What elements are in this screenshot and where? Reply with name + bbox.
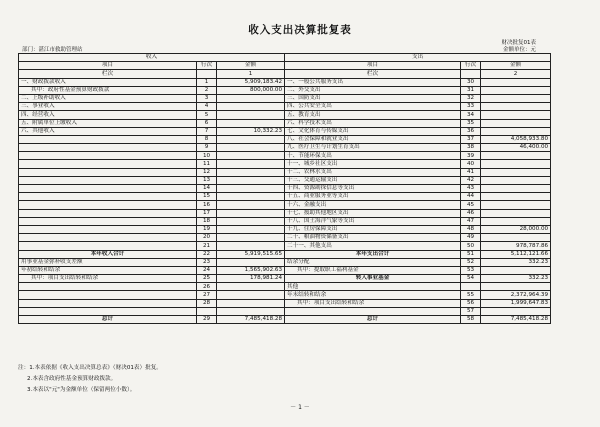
expense-amount: 46,400.00	[481, 144, 551, 152]
income-amount	[217, 94, 285, 102]
income-amount	[217, 234, 285, 242]
income-row-number: 11	[197, 160, 217, 168]
income-item	[19, 176, 197, 184]
expense-row-number: 57	[461, 307, 481, 315]
income-row-number: 8	[197, 135, 217, 143]
income-amount	[217, 242, 285, 250]
income-amount	[217, 258, 285, 266]
income-row-number: 5	[197, 111, 217, 119]
amount-unit: 金额单位：元	[502, 47, 536, 53]
footnotes	[18, 363, 162, 396]
table-row	[19, 160, 551, 168]
income-row-number: 12	[197, 168, 217, 176]
table-row	[19, 94, 551, 102]
income-amount	[217, 185, 285, 193]
income-amount: 800,000.00	[217, 86, 285, 94]
expense-row-number: 45	[461, 201, 481, 209]
expense-item: 总计	[285, 316, 461, 324]
expense-item: 七、文化体育与传媒支出	[285, 127, 461, 135]
table-row	[19, 266, 551, 274]
income-row-number: 6	[197, 119, 217, 127]
income-row-header: 行次	[197, 62, 217, 70]
expense-amount	[481, 78, 551, 86]
expense-row-number: 58	[461, 316, 481, 324]
income-amount-header: 金额	[217, 62, 285, 70]
expense-item-header: 项目	[285, 62, 461, 70]
income-item: 其中：政府性基金预算财政拨款	[19, 86, 197, 94]
income-amount	[217, 168, 285, 176]
expense-item: 十四、资源勘探信息等支出	[285, 185, 461, 193]
income-amount	[217, 291, 285, 299]
income-item	[19, 209, 197, 217]
expense-item: 三、国防支出	[285, 94, 461, 102]
expense-row-number: 47	[461, 217, 481, 225]
income-item	[19, 299, 197, 307]
income-item: 年初结转和结余	[19, 266, 197, 274]
budget-table	[18, 53, 551, 324]
expense-row-number: 54	[461, 275, 481, 283]
expense-row-number: 37	[461, 135, 481, 143]
income-item-header: 项目	[19, 62, 197, 70]
income-item	[19, 234, 197, 242]
income-item	[19, 168, 197, 176]
expense-item: 其中：提取职工福利基金	[285, 266, 461, 274]
income-item: 本年收入合计	[19, 250, 197, 258]
income-row-number: 19	[197, 225, 217, 233]
income-row-number: 24	[197, 266, 217, 274]
expense-amount	[481, 234, 551, 242]
expense-row-header: 行次	[461, 62, 481, 70]
expense-amount	[481, 94, 551, 102]
income-amount: 7,485,418.28	[217, 316, 285, 324]
table-row	[19, 78, 551, 86]
income-item	[19, 201, 197, 209]
table-row	[19, 307, 551, 315]
income-amount	[217, 103, 285, 111]
income-item	[19, 135, 197, 143]
income-amount	[217, 307, 285, 315]
table-row	[19, 111, 551, 119]
expense-amount	[481, 201, 551, 209]
income-item	[19, 144, 197, 152]
expense-item: 二十一、其他支出	[285, 242, 461, 250]
table-row	[19, 193, 551, 201]
expense-item: 十六、金融支出	[285, 201, 461, 209]
expense-item: 年末结转和结余	[285, 291, 461, 299]
expense-amount: 4,058,933.80	[481, 135, 551, 143]
income-row-number: 23	[197, 258, 217, 266]
expense-col-index: 2	[481, 70, 551, 78]
expense-amount	[481, 86, 551, 94]
expense-row-number: 51	[461, 250, 481, 258]
table-row	[19, 86, 551, 94]
empty-cell	[197, 70, 217, 78]
income-amount	[217, 111, 285, 119]
income-amount	[217, 299, 285, 307]
table-row	[19, 144, 551, 152]
expense-row-number	[461, 283, 481, 291]
table-row	[19, 258, 551, 266]
expense-amount	[481, 111, 551, 119]
expense-amount: 332.23	[481, 275, 551, 283]
income-row-number: 9	[197, 144, 217, 152]
income-row-number: 28	[197, 299, 217, 307]
section-header-row	[19, 54, 551, 62]
income-item: 用事业基金弥补收支差额	[19, 258, 197, 266]
income-amount	[217, 209, 285, 217]
table-row	[19, 234, 551, 242]
income-row-number: 29	[197, 316, 217, 324]
income-item: 三、事业收入	[19, 103, 197, 111]
expense-amount: 978,787.86	[481, 242, 551, 250]
expense-amount	[481, 168, 551, 176]
income-amount: 10,332.23	[217, 127, 285, 135]
income-item	[19, 160, 197, 168]
table-row	[19, 217, 551, 225]
income-row-number: 16	[197, 201, 217, 209]
expense-item: 十七、援助其他地区支出	[285, 209, 461, 217]
expense-item: 其他	[285, 283, 461, 291]
expense-item: 十二、农林水支出	[285, 168, 461, 176]
income-item: 总计	[19, 316, 197, 324]
form-code: 财决批复01表	[501, 40, 536, 46]
expense-header: 支出	[285, 54, 551, 62]
expense-amount	[481, 193, 551, 201]
page-number: － 1 －	[290, 404, 310, 411]
table-row	[19, 135, 551, 143]
income-amount	[217, 201, 285, 209]
expense-item: 二、外交支出	[285, 86, 461, 94]
income-row-number: 17	[197, 209, 217, 217]
footnote: 注：1.本表依据《收入支出决算总表》（财决01表）批复。	[18, 365, 162, 371]
expense-row-number: 31	[461, 86, 481, 94]
expense-row-number: 34	[461, 111, 481, 119]
expense-col-index-label: 栏次	[285, 70, 461, 78]
expense-row-number: 52	[461, 258, 481, 266]
expense-row-number: 32	[461, 94, 481, 102]
table-row	[19, 119, 551, 127]
expense-item: 十八、国土海洋气象等支出	[285, 217, 461, 225]
income-item	[19, 217, 197, 225]
expense-row-number: 38	[461, 144, 481, 152]
expense-amount	[481, 103, 551, 111]
table-row	[19, 299, 551, 307]
income-col-index-label: 栏次	[19, 70, 197, 78]
income-amount	[217, 135, 285, 143]
expense-row-number: 41	[461, 168, 481, 176]
expense-item: 四、公共安全支出	[285, 103, 461, 111]
table-row	[19, 103, 551, 111]
income-amount	[217, 144, 285, 152]
table-row	[19, 283, 551, 291]
table-row	[19, 152, 551, 160]
page-title: 收入支出决算批复表	[248, 24, 352, 36]
income-item	[19, 152, 197, 160]
income-amount: 178,981.24	[217, 275, 285, 283]
income-col-index: 1	[217, 70, 285, 78]
income-amount: 5,919,515.65	[217, 250, 285, 258]
expense-amount-header: 金额	[481, 62, 551, 70]
expense-amount: 2,372,964.39	[481, 291, 551, 299]
income-row-number: 26	[197, 283, 217, 291]
expense-row-number: 56	[461, 299, 481, 307]
footnote: 3.本表以"元"为金额单位（保留两位小数）。	[27, 387, 136, 393]
expense-item: 九、医疗卫生与计划生育支出	[285, 144, 461, 152]
expense-amount	[481, 176, 551, 184]
empty-cell	[461, 70, 481, 78]
expense-amount: 332.23	[481, 258, 551, 266]
income-header: 收入	[19, 54, 285, 62]
expense-item: 转入事业基金	[285, 275, 461, 283]
expense-amount	[481, 160, 551, 168]
expense-item: 二十、粮油物资储备支出	[285, 234, 461, 242]
expense-amount	[481, 266, 551, 274]
income-amount	[217, 283, 285, 291]
expense-amount	[481, 283, 551, 291]
expense-amount	[481, 152, 551, 160]
expense-row-number: 40	[461, 160, 481, 168]
expense-amount	[481, 127, 551, 135]
expense-item: 八、社会保障和就业支出	[285, 135, 461, 143]
expense-row-number: 55	[461, 291, 481, 299]
column-header-row	[19, 62, 551, 70]
expense-item: 五、教育支出	[285, 111, 461, 119]
expense-item: 十九、住房保障支出	[285, 225, 461, 233]
income-amount: 1,565,902.63	[217, 266, 285, 274]
income-row-number: 18	[197, 217, 217, 225]
table-row	[19, 185, 551, 193]
expense-amount: 5,112,121.66	[481, 250, 551, 258]
income-row-number: 21	[197, 242, 217, 250]
expense-amount	[481, 217, 551, 225]
income-row-number: 1	[197, 78, 217, 86]
income-row-number: 7	[197, 127, 217, 135]
table-row	[19, 242, 551, 250]
expense-item: 十一、城乡社区支出	[285, 160, 461, 168]
income-item: 一、财政拨款收入	[19, 78, 197, 86]
income-item	[19, 193, 197, 201]
income-item	[19, 307, 197, 315]
expense-amount: 28,000.00	[481, 225, 551, 233]
income-amount	[217, 217, 285, 225]
expense-row-number: 30	[461, 78, 481, 86]
income-amount	[217, 160, 285, 168]
expense-item: 十五、商业服务业等支出	[285, 193, 461, 201]
table-row	[19, 291, 551, 299]
expense-item: 其中：项目支出结转和结余	[285, 299, 461, 307]
expense-row-number: 43	[461, 185, 481, 193]
expense-item: 本年支出合计	[285, 250, 461, 258]
expense-amount: 1,999,647.83	[481, 299, 551, 307]
income-row-number: 22	[197, 250, 217, 258]
expense-row-number: 53	[461, 266, 481, 274]
income-item: 二、上级补助收入	[19, 94, 197, 102]
income-item	[19, 225, 197, 233]
expense-amount: 7,485,418.28	[481, 316, 551, 324]
expense-amount	[481, 307, 551, 315]
expense-amount	[481, 209, 551, 217]
expense-item	[285, 307, 461, 315]
income-amount	[217, 225, 285, 233]
income-item: 六、其他收入	[19, 127, 197, 135]
expense-item: 十、节能环保支出	[285, 152, 461, 160]
table-row	[19, 201, 551, 209]
expense-row-number: 50	[461, 242, 481, 250]
expense-item: 一、一般公共服务支出	[285, 78, 461, 86]
expense-item: 十三、交通运输支出	[285, 176, 461, 184]
income-row-number: 27	[197, 291, 217, 299]
income-item	[19, 283, 197, 291]
income-row-number: 10	[197, 152, 217, 160]
income-row-number: 20	[197, 234, 217, 242]
footnote: 2.本表含政府性基金预算财政拨款。	[27, 376, 117, 382]
expense-row-number: 48	[461, 225, 481, 233]
column-index-row	[19, 70, 551, 78]
expense-amount	[481, 119, 551, 127]
income-row-number: 25	[197, 275, 217, 283]
expense-row-number: 35	[461, 119, 481, 127]
income-amount	[217, 119, 285, 127]
expense-item: 六、科学技术支出	[285, 119, 461, 127]
expense-row-number: 42	[461, 176, 481, 184]
income-amount	[217, 193, 285, 201]
expense-amount	[481, 185, 551, 193]
expense-row-number: 36	[461, 127, 481, 135]
income-row-number: 4	[197, 103, 217, 111]
income-amount: 5,909,183.42	[217, 78, 285, 86]
table-row	[19, 275, 551, 283]
table-row	[19, 209, 551, 217]
expense-item: 结余分配	[285, 258, 461, 266]
income-row-number: 15	[197, 193, 217, 201]
expense-row-number: 44	[461, 193, 481, 201]
department-label: 部门：湛江市救助管理站	[22, 47, 83, 53]
income-row-number: 14	[197, 185, 217, 193]
table-row	[19, 316, 551, 324]
expense-row-number: 49	[461, 234, 481, 242]
table-row	[19, 127, 551, 135]
table-row	[19, 176, 551, 184]
expense-row-number: 39	[461, 152, 481, 160]
income-item: 其中：项目支出结转和结余	[19, 275, 197, 283]
income-item	[19, 185, 197, 193]
income-row-number: 13	[197, 176, 217, 184]
income-item: 四、经营收入	[19, 111, 197, 119]
table-row	[19, 250, 551, 258]
expense-row-number: 46	[461, 209, 481, 217]
expense-row-number: 33	[461, 103, 481, 111]
table-row	[19, 168, 551, 176]
income-row-number: 2	[197, 86, 217, 94]
table-row	[19, 225, 551, 233]
income-row-number: 3	[197, 94, 217, 102]
income-row-number	[197, 307, 217, 315]
income-amount	[217, 176, 285, 184]
income-item: 五、附属单位上缴收入	[19, 119, 197, 127]
income-item	[19, 291, 197, 299]
income-item	[19, 242, 197, 250]
income-amount	[217, 152, 285, 160]
